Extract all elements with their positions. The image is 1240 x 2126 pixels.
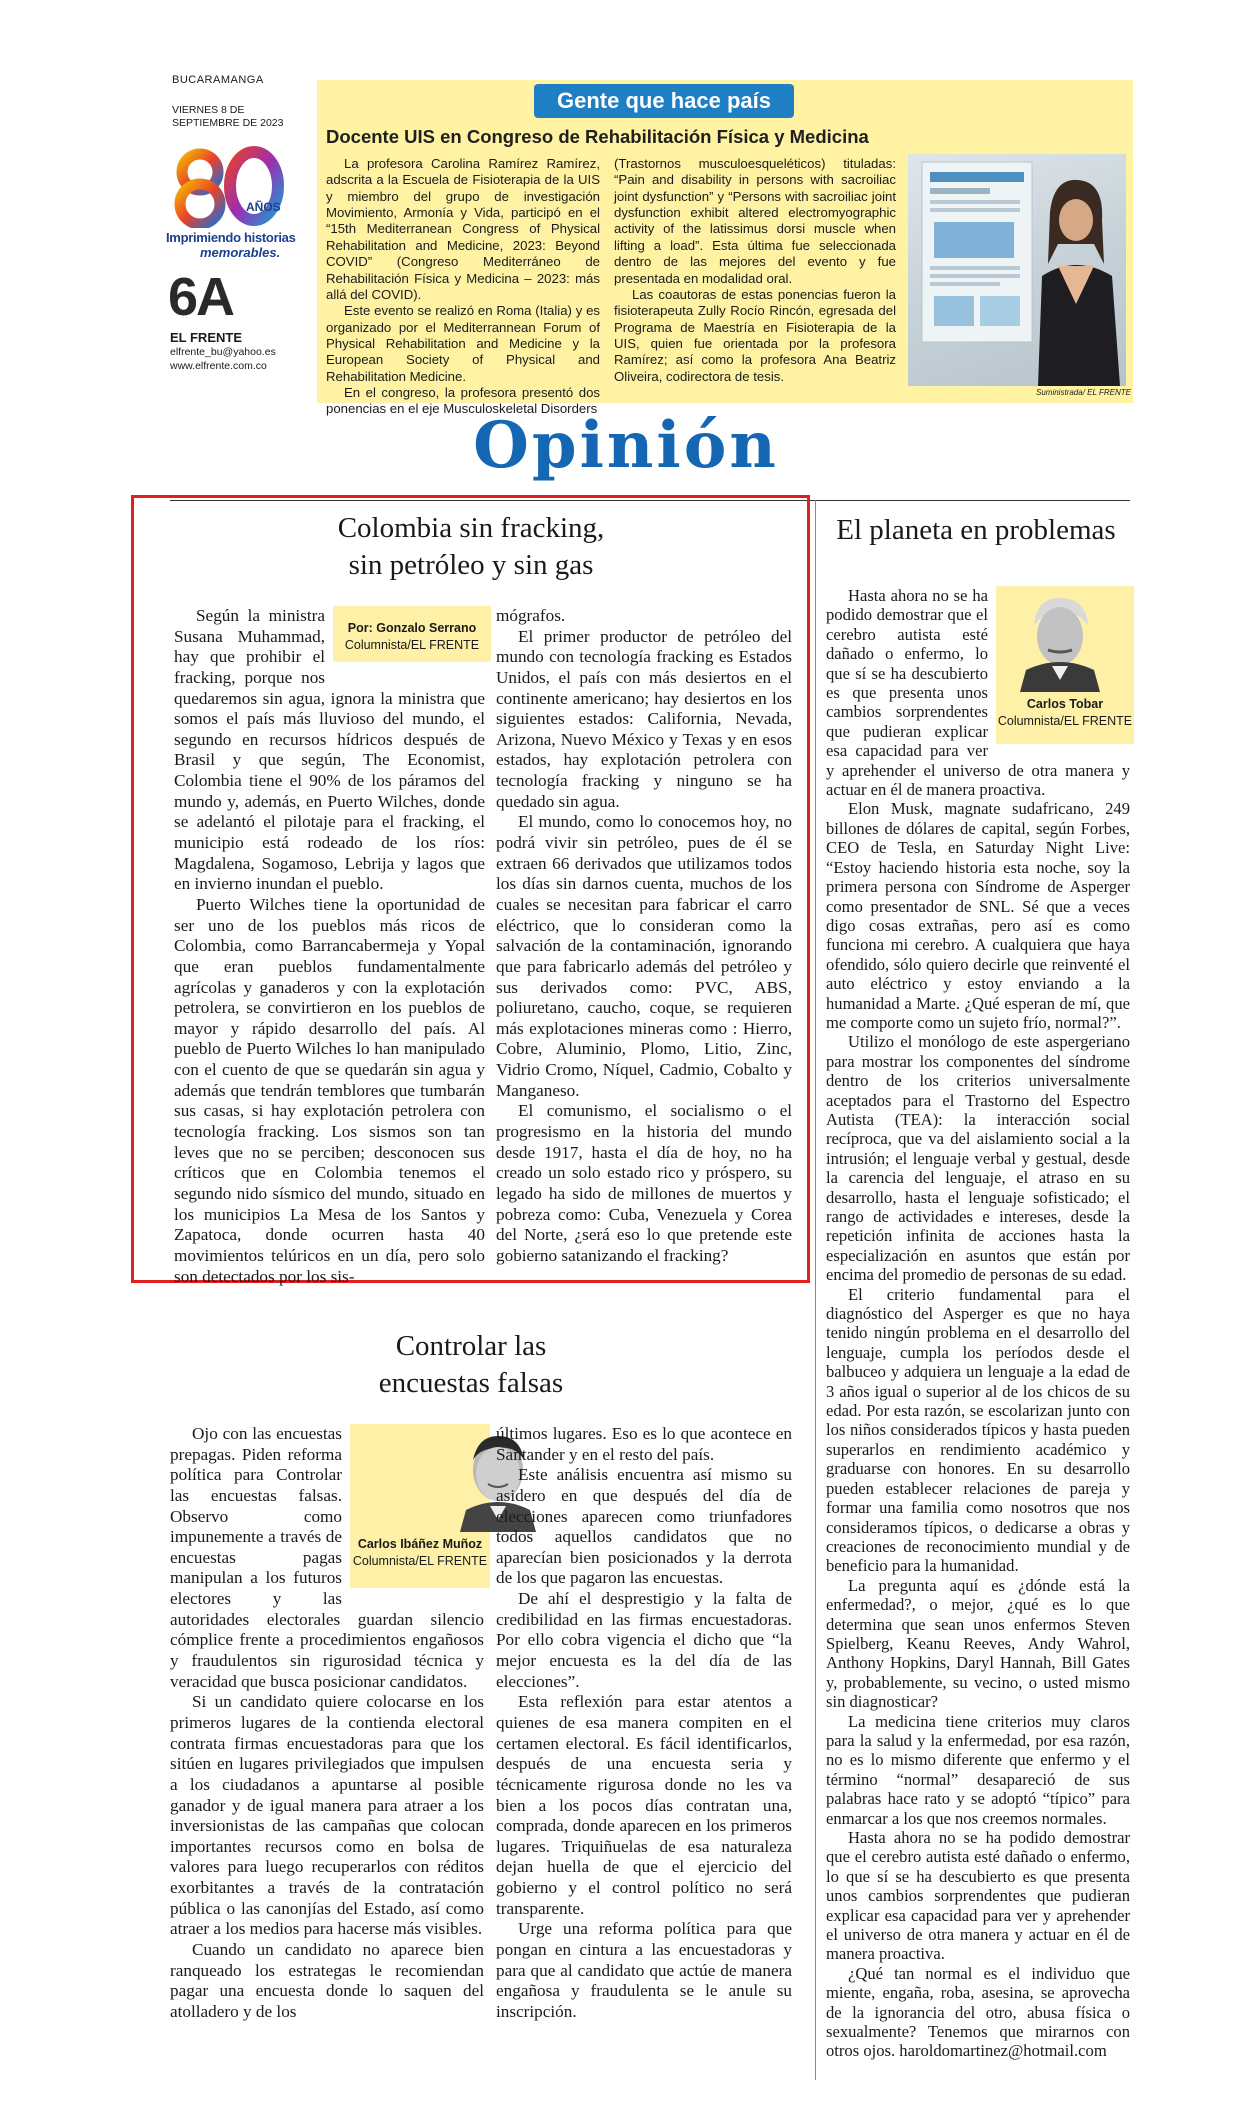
article2-paragraph: Este análisis encuentra así mismo su asidero en que después del día de elecciones aparecen como triunfadores todos aquellos candidatos que no aparecían bien posicionados y la derrota de los que pagaron las encuestas. xyxy=(496,1465,792,1588)
article1-paragraph: Según la ministra Susana Muhammad, hay que prohibir el fracking, porque nos quedaremos sin agua, ignora la ministra que somos el país más lluvioso del mundo, el segundo en recursos hídricos después de Brasil y que según, The Economist, Colombia tiene el 90% de los páramos del mundo y, además, en Puerto Wilches, donde se adelantó el pilotaje para el fracking, el municipio está rodeado de los ríos: Magdalena, Sogamoso, Lebrija y lagos que en invierno inundan el pueblo. xyxy=(174,606,485,894)
gente-banner: Gente que hace país xyxy=(534,84,794,118)
article1-headline xyxy=(160,510,782,584)
article2-col-2 xyxy=(496,1424,792,2023)
article1-paragraph: mógrafos. xyxy=(496,606,566,625)
section-title: Opinión xyxy=(473,408,779,483)
article2-byline-role: Columnista/EL FRENTE xyxy=(352,1553,488,1568)
column-divider xyxy=(815,500,816,2080)
article3-byline-name: Carlos Tobar xyxy=(1026,697,1104,711)
paper-email[interactable]: elfrente_bu@yahoo.es xyxy=(170,346,276,358)
article2-paragraph: De ahí el desprestigio y la falta de credibilidad en las firmas encuestadoras. Por ello cobra vigencia el dicho que “la mejor encuesta es la del día de las elecciones”. xyxy=(496,1589,792,1691)
article2-paragraph: Si un candidato quiere colocarse en los primeros lugares de la contienda electoral contrata firmas encuestadoras para que los sitúen en lugares privilegiados que impulsen a los ciudadanos a apuntarse al posible ganador y de igual manera para atraer a los inversionistas de las campañas que colocan importantes recursos como en bolsa de valores para luego recuperarlos con réditos exorbitantes a través de la contratación pública o las canonjías del Estado, así como atraer a los medios para hacerse más visibles. xyxy=(170,1692,484,1939)
slogan-line-1: Imprimiendo historias xyxy=(166,230,296,245)
gente-col-1 xyxy=(326,156,600,418)
article1-paragraph: El mundo, como lo conocemos hoy, no podrá vivir sin petróleo, pues de él se extraen 66 derivados que utilizamos todos los días sin darnos cuenta, muchos de los cuales se necesitan para fabricar el carro eléctrico, que lo consideran como la salvación de la contaminación, ignorando que para fabricarlo además del petróleo y sus derivados como: PVC, ABS, poliuretano, caucho, coque, se requieren más explotaciones mineras como : Hierro, Cobre, Aluminio, Plomo, Litio, Zinc, Vidrio Cromo, Níquel, Cadmio, Cobalto y Manganeso. xyxy=(496,812,792,1100)
article3-paragraph: ¿Qué tan normal es el individuo que miente, engaña, roba, asesina, se aprovecha de la ignorancia del otro, abusa física o sexualmente? Tenemos que mirarnos con otros ojos. haroldomartinez@hotmail.com xyxy=(826,1963,1130,2061)
article3-headline: El planeta en problemas xyxy=(836,514,1116,546)
gente-paragraph: Las coautoras de estas ponencias fueron la fisioterapeuta Zully Rocío Rincón, egresada del Programa de Maestría en Fisioterapia de la UIS, quien fue orientada por la profesora Ramírez; así como la profesora Ana Beatriz Oliveira, codirectora de tesis. xyxy=(614,286,896,384)
article1-byline-name: Por: Gonzalo Serrano xyxy=(347,621,477,635)
article3-paragraph: La medicina tiene criterios muy claros para la salud y la enfermedad, por esa razón, no es lo mismo diferente que enfermo y el término “normal” desapareció de sus palabras hace rato y se adoptó “típico” para enmarcar a los que nos creemos normales. xyxy=(826,1711,1130,1828)
article3-paragraph: El criterio fundamental para el diagnóstico del Asperger es que no haya tenido ningún problema en el desarrollo del lenguaje, cumpla los períodos desde el balbuceo y adquiera un lenguaje a la edad de 3 años igual o superior al de los chicos de su edad. Por esta razón, se escolarizan junto con los niños considerados típicos y hasta pueden superarlos en rendimiento académico y graduarse con honores. En su desarrollo pueden establecer relaciones de pareja y formar una familia como nosotros que nos consideramos típicos, o dedicarse a obras y creaciones de reconocimiento mundial y de beneficio para la humanidad. xyxy=(826,1284,1130,1576)
article3-byline-role: Columnista/EL FRENTE xyxy=(997,713,1133,728)
article2-paragraph: Urge una reforma política para que pongan en cintura a las encuestadoras y para que al candidato que actúe de manera engañosa y fraudulenta se le anule su inscripción. xyxy=(496,1919,792,2021)
gente-paragraph: (Trastornos musculoesqueléticos) tituladas: “Pain and disability in persons with sacroiliac joint dysfunction” y “Persons with sacroiliac joint dysfunction exhibit altered electromyographic activity of the latissimus dorsi muscle when lifting a load”. Esta última fue seleccionada dentro de las mejores del evento y fue presentada en modalidad oral. xyxy=(614,156,896,286)
slogan-line-2: memorables. xyxy=(200,245,281,260)
article1-byline-role: Columnista/EL FRENTE xyxy=(344,637,480,652)
article2-col-1 xyxy=(170,1424,488,2023)
city-label: BUCARAMANGA xyxy=(172,74,264,86)
gente-photo xyxy=(908,154,1126,386)
gente-col-2 xyxy=(614,156,896,385)
article2-byline-name: Carlos Ibáñez Muñoz xyxy=(357,1537,483,1551)
paper-name: EL FRENTE xyxy=(170,330,242,345)
gente-paragraph: Este evento se realizó en Roma (Italia) y es organizado por el Mediterrannean Forum of Physical Rehabilitation and Medicine y la European Society of Physical and Rehabilitation Medicine. xyxy=(326,303,600,384)
article2-paragraph: Cuando un candidato no aparece bien ranqueado los estrategas le recomiendan pagar una encuesta donde lo saquen del atolladero y de los xyxy=(170,1940,484,2021)
article1-paragraph: El comunismo, el socialismo o el progresismo en la historia del mundo desde 1917, hasta el día de hoy, no ha creado un solo estado rico y próspero, su legado ha sido de millones de muertos y pobreza como: Cuba, Venezuela y Corea del Norte, ¿será eso lo que pretende este gobierno satanizando el fracking? xyxy=(496,1101,792,1265)
article3-paragraph: La pregunta aquí es ¿dónde está la enfermedad?, o mejor, ¿qué es lo que determina que sean unos enfermos Steven Spielberg, Keanu Reeves, Andy Wahrol, Anthony Hopkins, Daryl Hannah, Bill Gates y, probablemente, su vecino, o usted mismo sin diagnosticar? xyxy=(826,1575,1130,1712)
article1-col-2 xyxy=(496,606,792,1267)
article3-paragraph: Elon Musk, magnate sudafricano, 249 billones de dólares de capital, según Forbes, CEO de Tesla, en Saturday Night Live: “Estoy haciendo historia esta noche, soy la primera persona con Síndrome de Asperger como presentador de SNL. Sé que a veces digo cosas extrañas, pero así es como funciona mi cerebro. A cualquiera que haya ofendido, sólo quiero decirle que reinventé el auto eléctrico y estoy enviando a la humanidad a Marte. ¿Qué esperan de mí, que me comporte como un sujeto frío, normal?”. xyxy=(826,799,1130,1032)
gente-paragraph: La profesora Carolina Ramírez Ramírez, adscrita a la Escuela de Fisioterapia de la UIS y miembro del grupo de investigación Movimiento, Armonía y Vida, participó en el “15th Mediterranean Congress of Physical Rehabilitation and Medicine, 2023: Beyond COVID” (Congreso Mediterráneo de Rehabilitación Física y Medicina – 2023: más allá del COVID). xyxy=(326,156,600,302)
article3-paragraph: Utilizo el monólogo de este aspergeriano para mostrar los componentes del síndrome dentro de los criterios universalmente aceptados para el Trastorno del Espectro Autista (TEA): la interacción social recíproca, que va del aislamiento social a la intrusión; el lenguaje verbal y gestual, desde la carencia del lenguaje, el atraso en su desarrollo, hasta el lenguaje sofisticado; el rango de actividades e intereses, desde la repetición infinita de acciones hasta la especialización en asuntos que están por encima del promedio de personas de su edad. xyxy=(826,1032,1130,1285)
article3-col xyxy=(826,586,1133,2061)
article2-headline xyxy=(160,1328,782,1402)
page-number: 6A xyxy=(168,267,234,327)
date-line-2: SEPTIEMBRE DE 2023 xyxy=(172,117,284,129)
paper-website[interactable]: www.elfrente.com.co xyxy=(170,360,267,372)
article1-paragraph: El primer productor de petróleo del mundo con tecnología fracking es Estados Unidos, el país con más desiertos en el continente americano; hay desiertos en los siguientes estados: California, Nevada, Arizona, Nuevo México y Texas y en esos estados, hay explotación petrolera con tecnología fracking y ninguno se ha quedado sin agua. xyxy=(496,626,792,811)
article1-paragraph: Puerto Wilches tiene la oportunidad de ser uno de los pueblos más ricos de Colombia, como Barrancabermeja y Yopal que eran pueblos fundamentalmente agrícolas y ganaderos y con la explotación petrolera, se convirtieron en los pueblos de mayor y rápido desarrollo del país. Al pueblo de Puerto Wilches lo han manipulado con el cuento de que se quedarán sin agua y además que tendrán temblores que tumbarán sus casas, si hay explotación petrolera con tecnología fracking. Los sismos son tan leves que no se perciben; desconocen sus críticos que en Colombia tenemos el segundo nido sísmico del mundo, situado en los municipios La Mesa de los Santos y Zapatoca, donde ocurren hasta 40 movimientos telúricos en un día, pero solo son detectados por los sis- xyxy=(174,894,485,1286)
article1-headline-line1: Colombia sin fracking, xyxy=(337,512,605,544)
gente-photo-credit: Suministrada/ EL FRENTE xyxy=(1036,388,1131,397)
anniversary-logo xyxy=(170,146,290,228)
gente-headline: Docente UIS en Congreso de Rehabilitación Física y Medicina xyxy=(326,126,869,147)
article1-headline-line2: sin petróleo y sin gas xyxy=(348,549,594,582)
article1-byline-box xyxy=(333,606,491,662)
anniversary-word: AÑOS xyxy=(246,200,281,214)
article2-headline-line2: encuestas falsas xyxy=(378,1367,564,1400)
article3-paragraph: Hasta ahora no se ha podido demostrar que el cerebro autista esté dañado o enfermo, lo que sí se ha descubierto es que presenta unos cambios sorprendentes que pudieran explicar esa capacidad para ver y aprehender el universo de otra manera y actuar en él de manera proactiva. xyxy=(826,586,1130,800)
article2-headline-line1: Controlar las xyxy=(395,1330,547,1362)
date-line-1: VIERNES 8 DE xyxy=(172,104,245,116)
article2-paragraph: Esta reflexión para estar atentos a quienes de esa manera compiten en el certamen electoral. Es fácil identificarlos, después de una encuesta seria y técnicamente rigurosa donde no les va bien a los pocos días contratan una, comprada, donde aparecen en los primeros lugares. Triquiñuelas de esa naturaleza dejan huella de que el ejercicio del gobierno y el control político no será transparente. xyxy=(496,1692,792,1918)
gente-paragraph: En el congreso, la profesora presentó dos ponencias en el eje Musculoskeletal Disorders xyxy=(326,385,600,417)
article2-paragraph: últimos lugares. Eso es lo que acontece en Santander y en el resto del país. xyxy=(496,1424,792,1464)
article1-col-1 xyxy=(174,606,485,1287)
article3-author-photo xyxy=(1010,590,1110,692)
article2-paragraph: Ojo con las encuestas prepagas. Piden reforma política para Controlar las encuestas falsas. Observo como impunemente a través de encuestas pagas manipulan a los futuros electores y las autoridades electorales guardan silencio cómplice frente a procedimientos engañosos y fraudulentos sin rigurosidad técnica y veracidad que busca posicionar candidatos. xyxy=(170,1424,484,1691)
article3-paragraph: Hasta ahora no se ha podido demostrar que el cerebro autista esté dañado o enfermo, lo que sí se ha descubierto es que presenta unos cambios sorprendentes que pudieran explicar esa capacidad para ver y aprehender el universo de otra manera y actuar en él de manera proactiva. xyxy=(826,1828,1130,1964)
